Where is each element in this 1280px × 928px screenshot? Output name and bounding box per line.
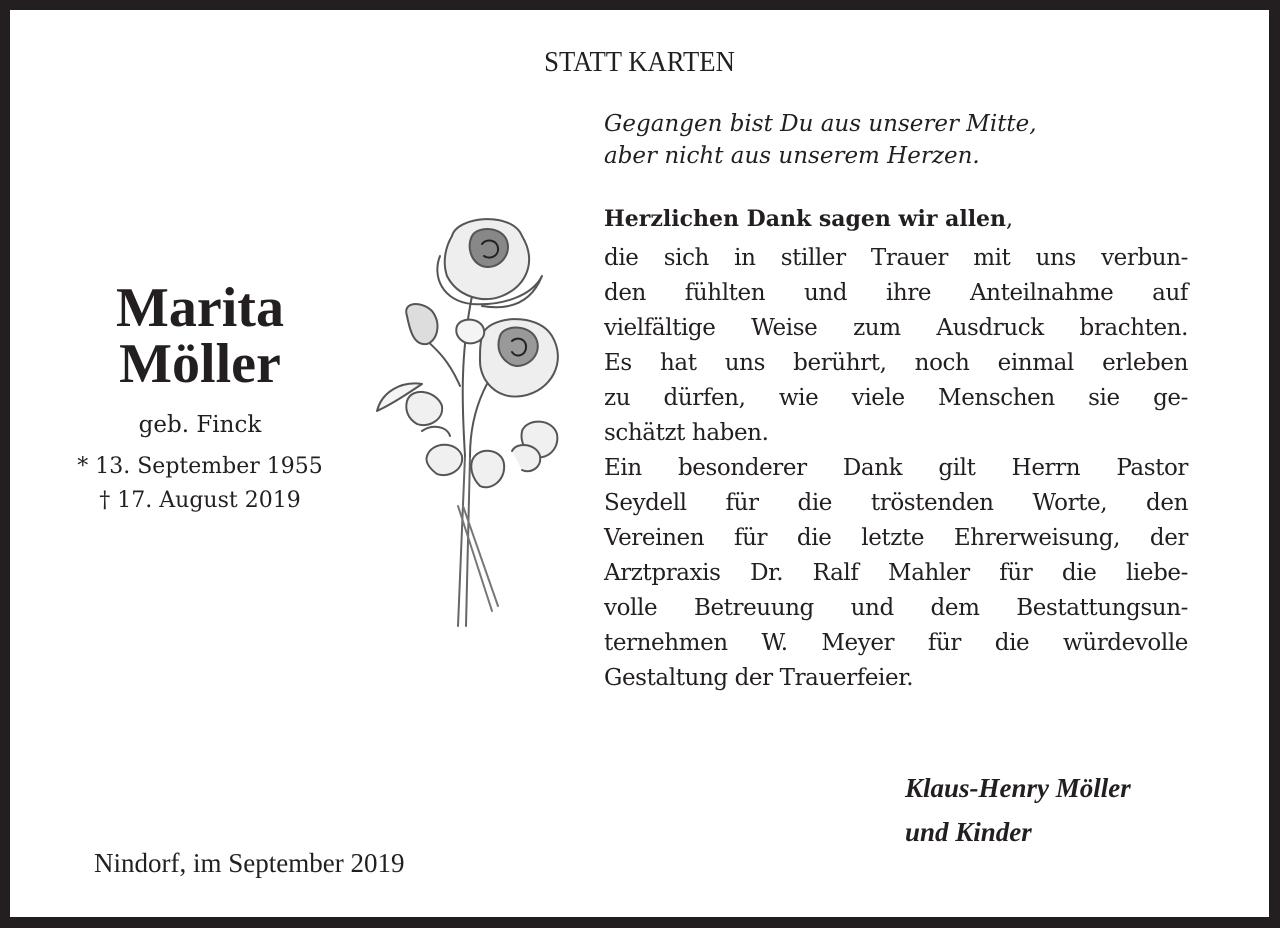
birth-date: * 13. September 1955 [77,454,323,479]
death-date: † 17. August 2019 [99,488,301,513]
paragraph-line: ternehmen W. Meyer für die würdevolle [604,630,1188,656]
paragraph-line: die sich in stiller Trauer mit uns verbun- [604,245,1188,271]
paragraph-line: schätzt haben. [604,420,769,446]
thanks-paragraph-1 [604,241,1188,451]
deceased-last-name: Möller [119,333,281,395]
thanks-heading-comma: , [1006,207,1014,232]
header-title: STATT KARTEN [544,46,735,78]
paragraph-line: Ein besonderer Dank gilt Herrn Pastor [604,455,1188,481]
thanks-heading-text: Herzlichen Dank sagen wir allen [604,206,1007,232]
paragraph-line: Gestaltung der Trauerfeier. [604,665,914,691]
quote-line: Gegangen bist Du aus unserer Mitte, [604,111,1037,137]
deceased-info [40,277,360,518]
paragraph-line: volle Betreuung und dem Bestattungsun- [604,595,1188,621]
thanks-paragraph-2 [604,451,1188,696]
paragraph-line: den fühlten und ihre Anteilnahme auf [604,280,1188,306]
maiden-name: geb. Finck [138,412,262,438]
life-dates [40,450,360,518]
quote-line: aber nicht aus unserem Herzen. [604,143,980,169]
paragraph-line: zu dürfen, wie viele Menschen sie ge- [604,385,1188,411]
place-date: Nindorf, im September 2019 [94,848,405,878]
signature-line-1: Klaus-Henry Möller [905,773,1131,803]
thanks-heading [604,202,1188,237]
paragraph-line: Es hat uns berührt, noch einmal erleben [604,350,1188,376]
paragraph-line: Vereinen für die letzte Ehrerweisung, der [604,525,1188,551]
thanks-message [604,108,1188,696]
paragraph-line: Arztpraxis Dr. Ralf Mahler für die liebe- [604,560,1188,586]
signature-line-2: und Kinder [905,817,1032,847]
paragraph-line: vielfältige Weise zum Ausdruck brachten. [604,315,1188,341]
signature [905,766,1131,854]
roses-illustration-icon [362,206,582,636]
paragraph-line: Seydell für die tröstenden Worte, den [604,490,1188,516]
memorial-quote [604,108,1188,172]
deceased-first-name: Marita [116,277,284,339]
obituary-card [10,10,1269,917]
